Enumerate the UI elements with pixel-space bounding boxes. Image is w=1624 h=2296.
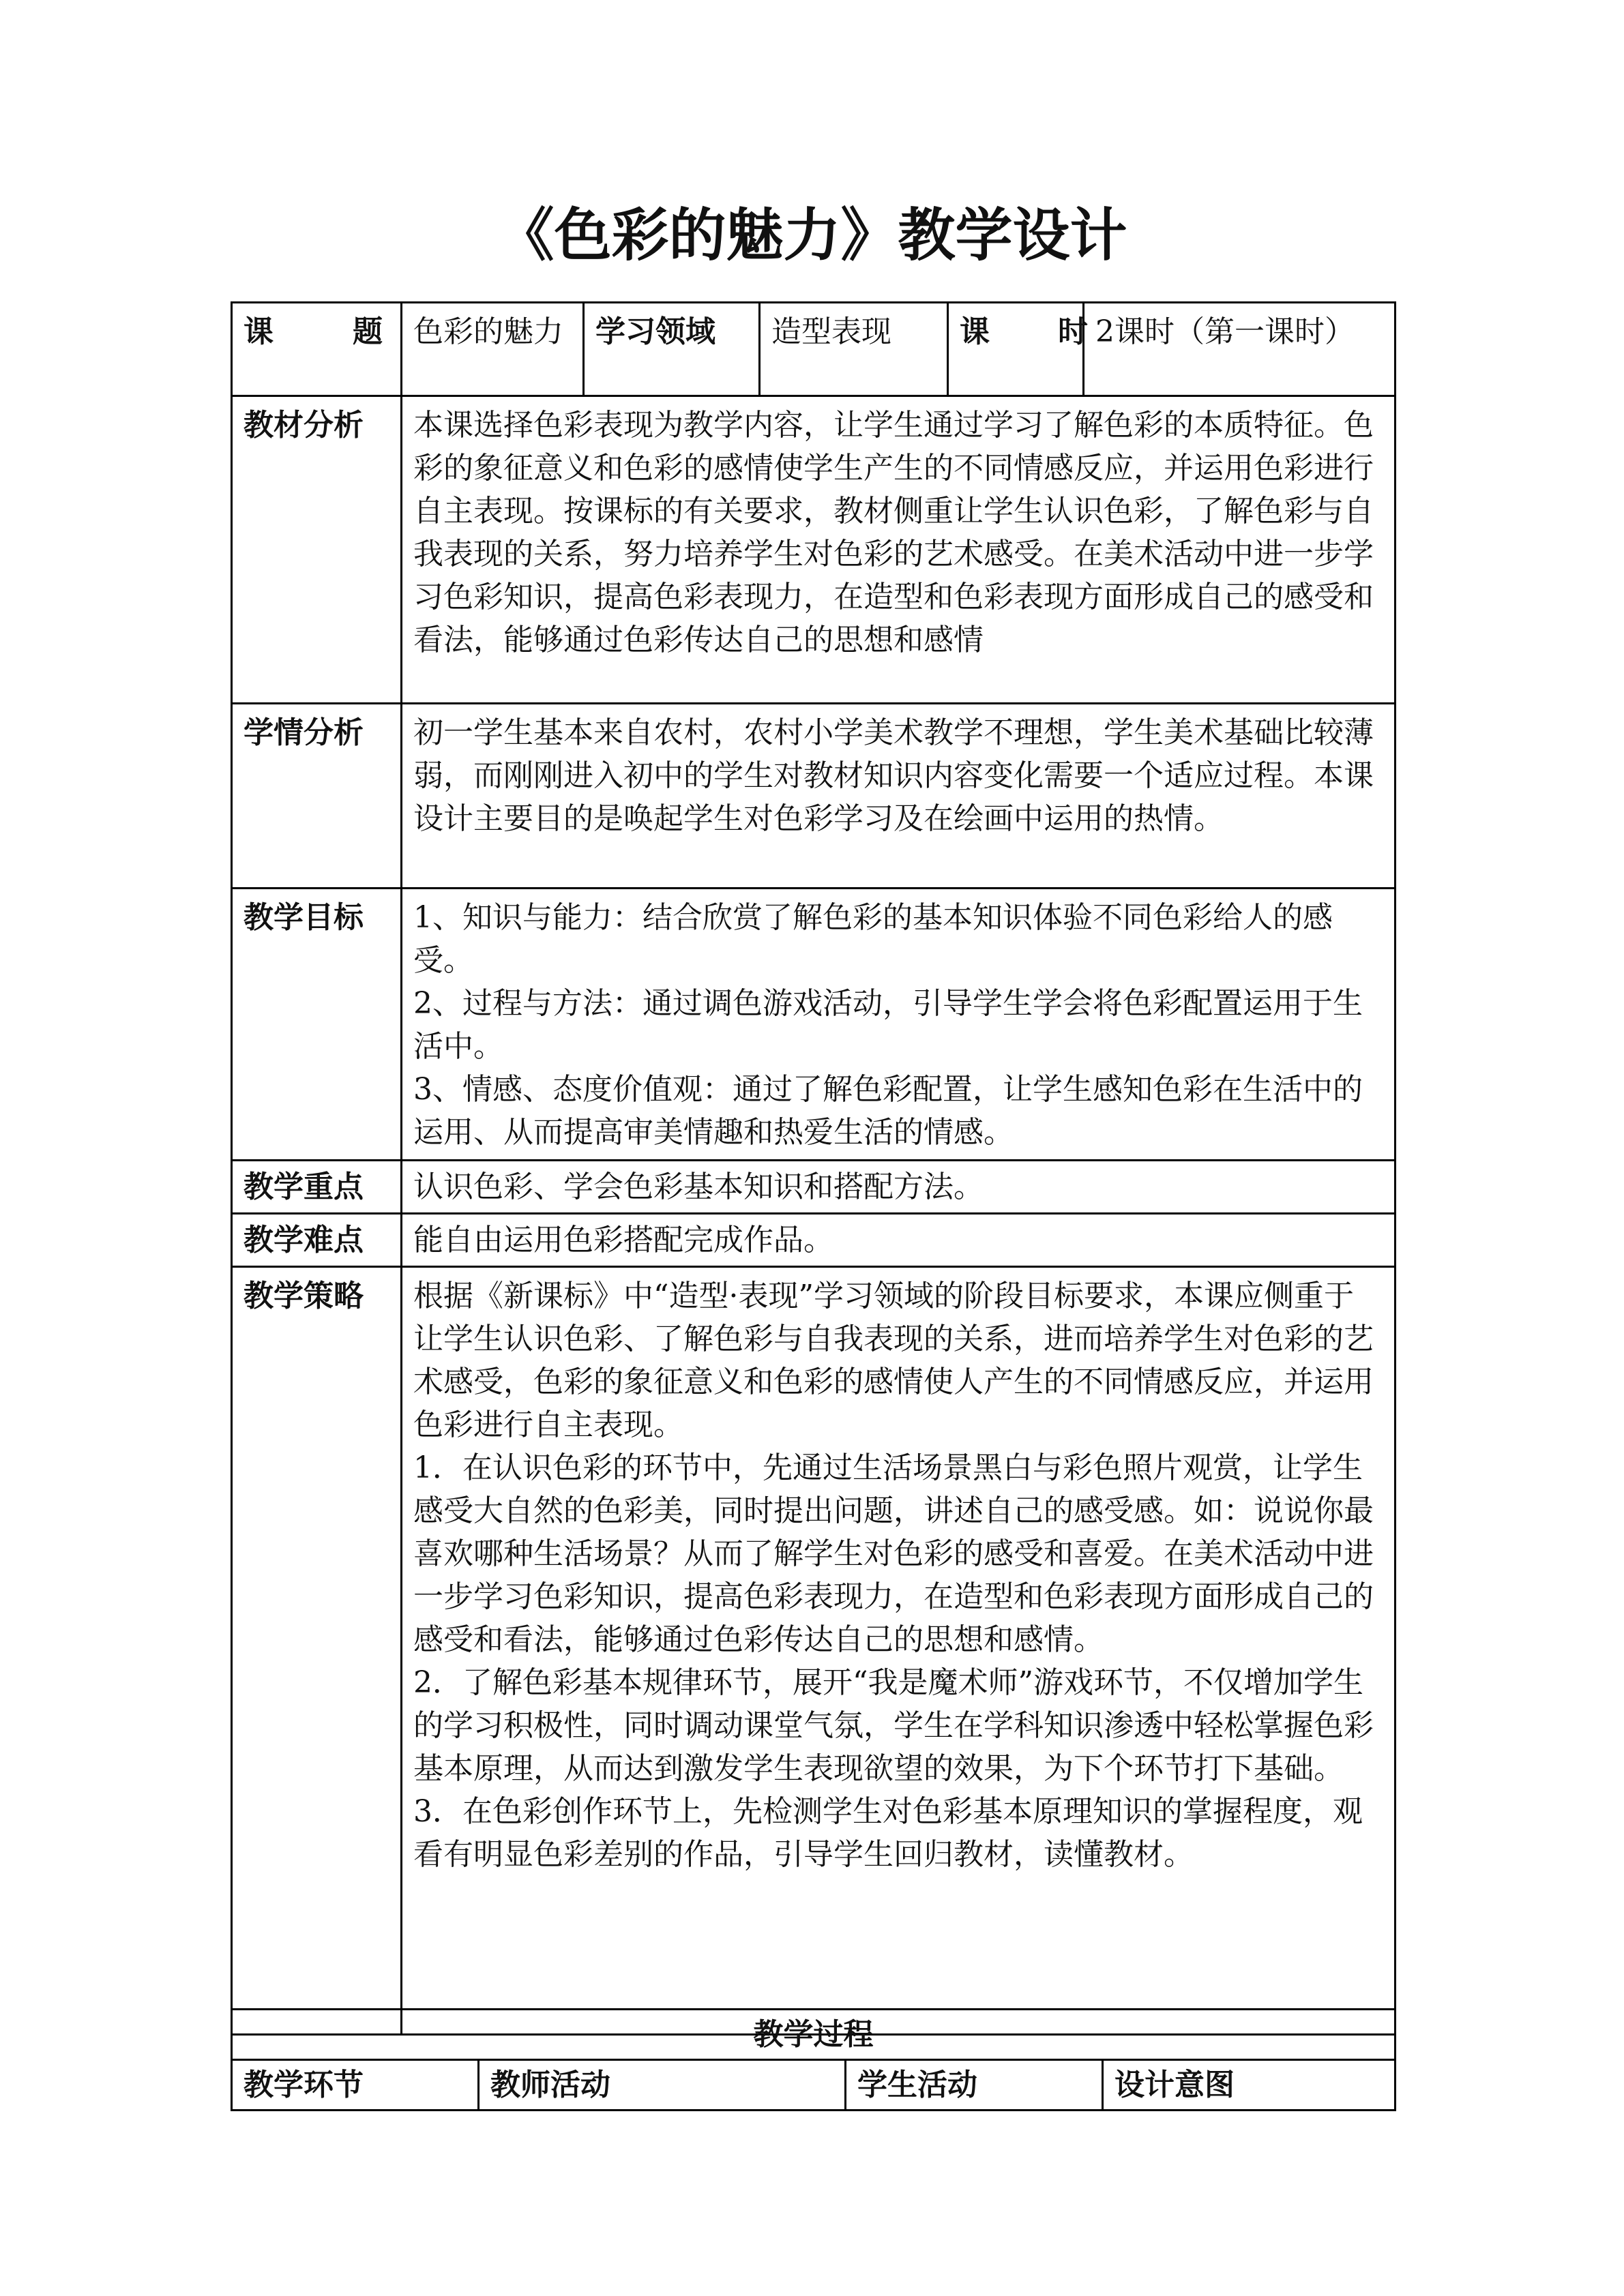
process-columns-row <box>232 2060 1396 2111</box>
teaching-goals-label: 教学目标 <box>232 889 402 1161</box>
column-teacher: 教师活动 <box>479 2060 846 2111</box>
teaching-process-table <box>231 2008 1396 2111</box>
material-analysis-row <box>232 396 1396 704</box>
hours-value: 2课时（第一课时） <box>1084 303 1396 396</box>
header-row <box>232 303 1396 396</box>
domain-label: 学习领域 <box>584 303 760 396</box>
key-points-row <box>232 1161 1396 1214</box>
domain-value: 造型表现 <box>760 303 948 396</box>
lesson-plan-table <box>231 301 1396 2036</box>
difficult-points-label: 教学难点 <box>232 1214 402 1267</box>
strategy-paragraph: 3．在色彩创作环节上，先检测学生对色彩基本原理知识的掌握程度，观看有明显色彩差别的作品，引导学生回归教材，读懂教材。 <box>413 1794 1363 1872</box>
document-title: 《色彩的魅力》教学设计 <box>497 202 1127 269</box>
difficult-points-row <box>232 1214 1396 1267</box>
strategy-content <box>402 1267 1396 2035</box>
difficult-points-text: 能自由运用色彩搭配完成作品。 <box>402 1214 1396 1267</box>
column-student: 学生活动 <box>846 2060 1103 2111</box>
strategy-paragraph: 2．了解色彩基本规律环节，展开“我是魔术师”游戏环节，不仅增加学生的学习积极性，同时调动课堂气氛，学生在学科知识渗透中轻松掌握色彩基本原理，从而达到激发学生表现欲望的效果，为下个环节打下基础。 <box>413 1665 1374 1786</box>
teaching-goals-row <box>232 889 1396 1161</box>
topic-label: 课 题 <box>232 303 402 396</box>
material-analysis-text: 本课选择色彩表现为教学内容，让学生通过学习了解色彩的本质特征。色彩的象征意义和色彩的感情使学生产生的不同情感反应，并运用色彩进行自主表现。按课标的有关要求，教材侧重让学生认识色彩，了解色彩与自我表现的关系，努力培养学生对色彩的艺术感受。在美术活动中进一步学习色彩知识，提高色彩表现力，在造型和色彩表现方面形成自己的感受和看法，能够通过色彩传达自己的思想和感情 <box>402 396 1396 704</box>
column-intent: 设计意图 <box>1103 2060 1396 2111</box>
student-analysis-row <box>232 704 1396 889</box>
strategy-row <box>232 1267 1396 2035</box>
goal-item: 1、知识与能力：结合欣赏了解色彩的基本知识体验不同色彩给人的感受。 <box>413 900 1333 978</box>
key-points-label: 教学重点 <box>232 1161 402 1214</box>
teaching-goals-content <box>402 889 1396 1161</box>
process-title: 教学过程 <box>232 2010 1396 2060</box>
strategy-paragraph: 根据《新课标》中“造型·表现”学习领域的阶段目标要求，本课应侧重于让学生认识色彩、了解色彩与自我表现的关系，进而培养学生对色彩的艺术感受，色彩的象征意义和色彩的感情使人产生的不同情感反应，并运用色彩进行自主表现。 <box>413 1279 1374 1442</box>
hours-label: 课 时 <box>948 303 1084 396</box>
topic-value: 色彩的魅力 <box>402 303 584 396</box>
goal-item: 2、过程与方法：通过调色游戏活动，引导学生学会将色彩配置运用于生活中。 <box>413 986 1363 1064</box>
material-analysis-label: 教材分析 <box>232 396 402 704</box>
strategy-label: 教学策略 <box>232 1267 402 2035</box>
process-title-row <box>232 2010 1396 2060</box>
student-analysis-text: 初一学生基本来自农村，农村小学美术教学不理想，学生美术基础比较薄弱，而刚刚进入初中的学生对教材知识内容变化需要一个适应过程。本课设计主要目的是唤起学生对色彩学习及在绘画中运用的热情。 <box>402 704 1396 889</box>
strategy-paragraph: 1．在认识色彩的环节中，先通过生活场景黑白与彩色照片观赏，让学生感受大自然的色彩美，同时提出问题，讲述自己的感受感。如：说说你最喜欢哪种生活场景？从而了解学生对色彩的感受和喜爱。在美术活动中进一步学习色彩知识，提高色彩表现力，在造型和色彩表现方面形成自己的感受和看法，能够通过色彩传达自己的思想和感情。 <box>413 1450 1374 1657</box>
key-points-text: 认识色彩、学会色彩基本知识和搭配方法。 <box>402 1161 1396 1214</box>
column-stage: 教学环节 <box>232 2060 479 2111</box>
goal-item: 3、情感、态度价值观：通过了解色彩配置，让学生感知色彩在生活中的运用、从而提高审美情趣和热爱生活的情感。 <box>413 1072 1363 1150</box>
student-analysis-label: 学情分析 <box>232 704 402 889</box>
